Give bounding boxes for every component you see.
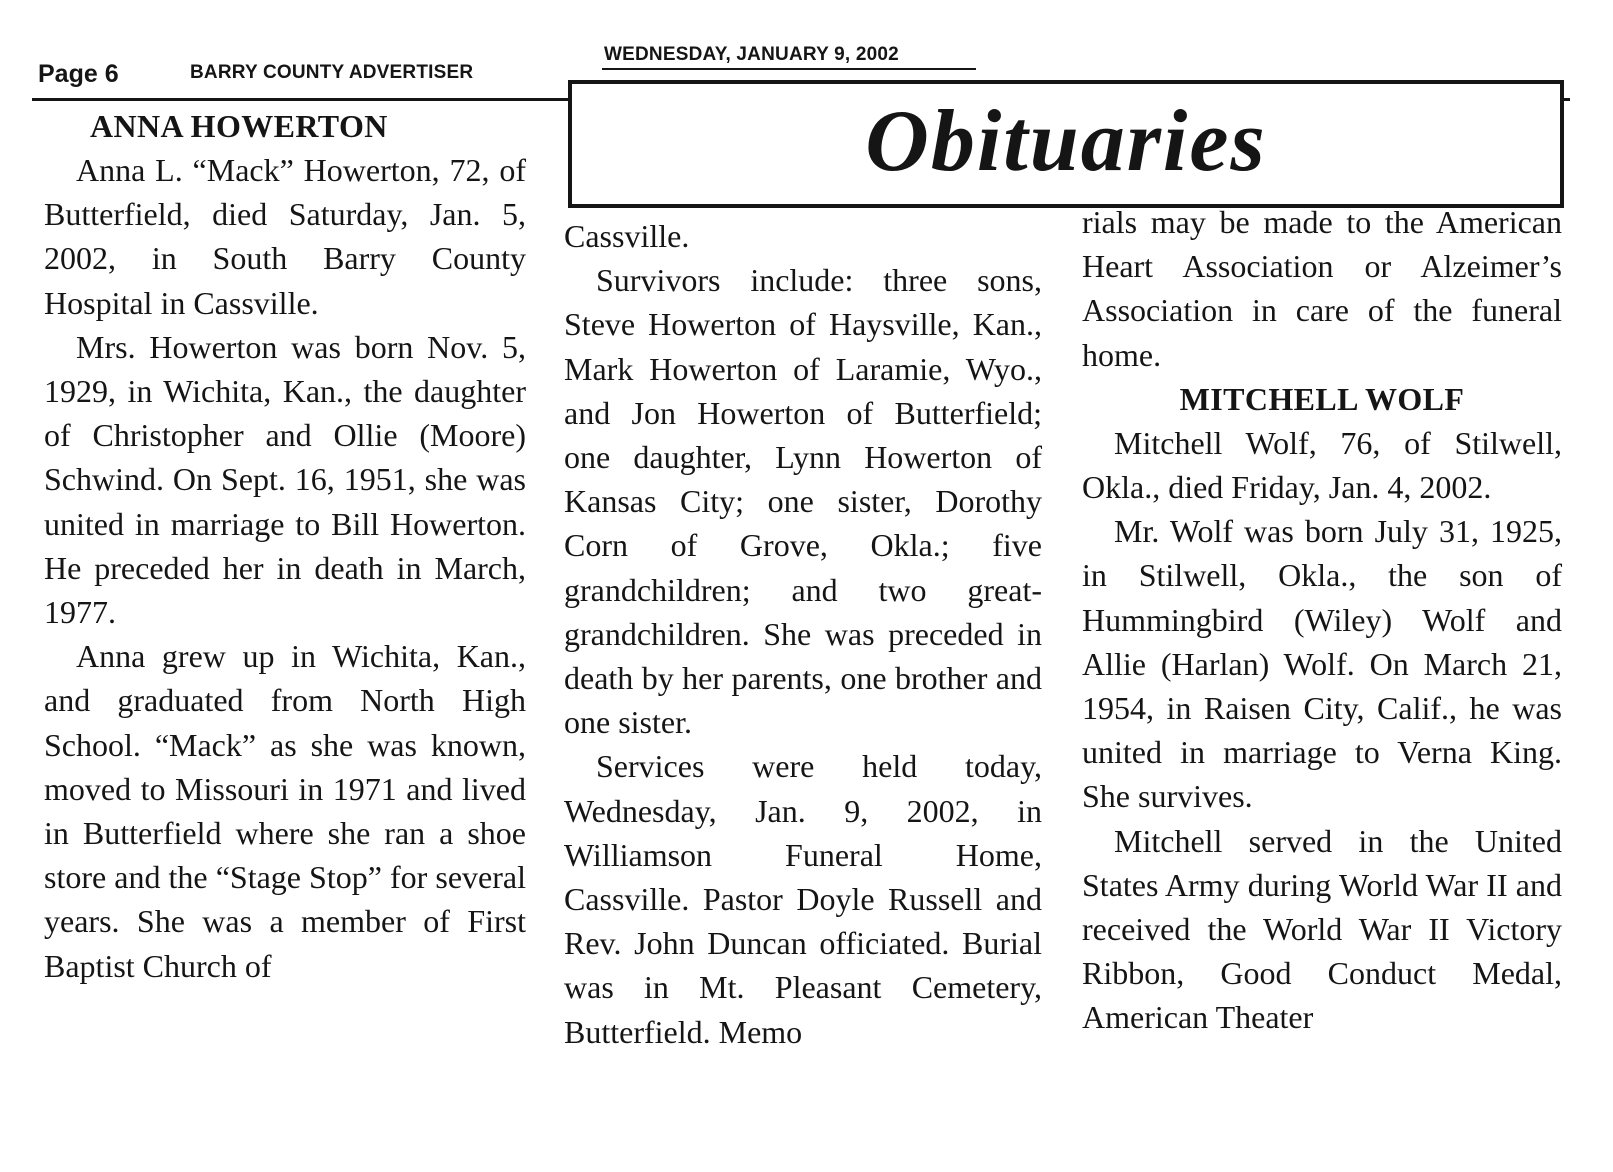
issue-date: WEDNESDAY, JANUARY 9, 2002 xyxy=(604,44,899,65)
section-banner xyxy=(568,80,1564,208)
paragraph: Mr. Wolf was born July 31, 1925, in Stilwell, Okla., the son of Hummingbird (Wiley) Wolf and Allie (Harlan) Wolf. On March 21, 1954, in Raisen City, Calif., he was united in marriage to Verna King. She survives. xyxy=(1082,513,1562,815)
paragraph: Anna L. “Mack” Howerton, 72, of Butterfield, died Saturday, Jan. 5, 2002, in South Barry County Hospital in Cassville. xyxy=(44,152,526,321)
column-3 xyxy=(1082,200,1562,1040)
paragraph-continued: rials may be made to the American Heart Association or Alzeimer’s Association in care of the funeral home. xyxy=(1082,204,1562,373)
column-1 xyxy=(44,104,526,988)
date-underline xyxy=(602,68,976,70)
paragraph: Services were held today, Wednesday, Jan. 9, 2002, in Williamson Funeral Home, Cassville. Pastor Doyle Russell and Rev. John Duncan officiated. Burial was in Mt. Pleasant Cemetery, Butterfield. Memo xyxy=(564,748,1042,1050)
obituary-heading-mitchell-wolf: MITCHELL WOLF xyxy=(1179,380,1465,417)
paragraph: Anna grew up in Wichita, Kan., and graduated from North High School. “Mack” as she was known, moved to Missouri in 1971 and lived in Butterfield where she ran a shoe store and the “Stage Stop” for several years. She was a member of First Baptist Church of xyxy=(44,638,526,984)
paragraph: Mitchell served in the United States Army during World War II and received the World War II Victory Ribbon, Good Conduct Medal, American Theater xyxy=(1082,822,1562,1036)
paragraph: Mitchell Wolf, 76, of Stilwell, Okla., died Friday, Jan. 4, 2002. xyxy=(1082,424,1562,506)
newspaper-name: BARRY COUNTY ADVERTISER xyxy=(190,62,474,83)
paragraph: Mrs. Howerton was born Nov. 5, 1929, in Wichita, Kan., the daughter of Christopher and Ollie (Moore) Schwind. On Sept. 16, 1951, she was united in marriage to Bill Howerton. He preceded her in death in March, 1977. xyxy=(44,328,526,631)
section-title: Obituaries xyxy=(865,93,1267,190)
obituary-heading-anna-howerton: ANNA HOWERTON xyxy=(90,108,388,144)
page-number: Page 6 xyxy=(38,60,119,88)
paragraph: Survivors include: three sons, Steve Howerton of Haysville, Kan., Mark Howerton of Laramie, Wyo., and Jon Howerton of Butterfield; one daughter, Lynn Howerton of Kansas City; one sister, Dorothy Corn of Grove, Okla.; five grandchildren; and two great-grandchildren. She was preceded in death by her parents, one brother and one sister. xyxy=(564,262,1042,741)
paragraph-continued: Cassville. xyxy=(564,218,690,254)
column-2 xyxy=(564,214,1042,1054)
